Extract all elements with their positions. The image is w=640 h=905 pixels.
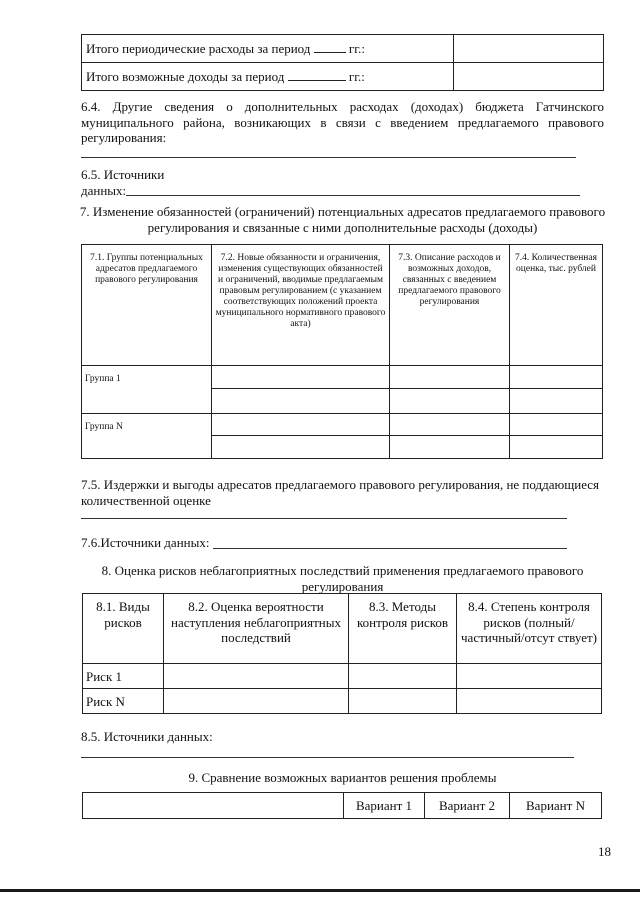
section-6-5-line2: данных: [81,182,127,198]
group-n-cell-2a[interactable] [212,414,390,436]
section-9-title: 9. Сравнение возможных вариантов решения проблемы [188,770,497,785]
section-7-6-answer-line[interactable] [213,548,567,549]
section-6-4 [81,99,604,146]
group-1-cell-3a[interactable] [390,366,510,389]
variant-1-header: Вариант 1 [344,793,425,819]
periodic-expenses-suffix: гг.: [348,41,365,56]
section-6-5 [81,167,604,198]
possible-incomes-cell [82,63,454,91]
section-7-title [70,204,615,235]
section-7-5-line2: количественной оценке [81,492,211,508]
col-7-2-header: 7.2. Новые обязанности и ограничения, изменения существующих обязанностей и ограничений, вводимые предлагаемым правовым регулированием (с указанием соответствующих положений проекта муниципального нормативного правового акта) [212,245,390,366]
risk-1-cell-2[interactable] [164,664,349,689]
group-n-label: Группа N [82,414,212,459]
risk-n-label: Риск N [83,689,164,714]
page-bottom-rule [0,889,640,892]
section-8-title-line2: регулирования [301,578,384,594]
section-8-title [90,563,595,594]
group-n-cell-3a[interactable] [390,414,510,436]
group-n-cell-4b[interactable] [510,436,603,459]
section-7-title-line2: регулирования и связанные с ними дополнительные расходы (доходы) [147,219,538,235]
periodic-expenses-label: Итого периодические расходы за период [86,41,311,56]
group-1-cell-4a[interactable] [510,366,603,389]
col-8-4-header: 8.4. Степень контроля рисков (полный/частичный/отсут ствует) [457,594,602,664]
section-6-4-line3: регулирования: [81,130,167,145]
group-1-label: Группа 1 [82,366,212,414]
periodic-expenses-value[interactable] [454,35,604,63]
group-1-cell-2b[interactable] [212,389,390,414]
section-7-6-label: 7.6.Источники данных: [81,535,210,550]
section-9-empty-cell[interactable] [83,793,344,819]
page-number: 18 [598,844,611,859]
periodic-totals-table [81,34,604,91]
section-7-table [81,244,603,459]
section-6-4-line1: 6.4. Другие сведения о дополнительных расходах (доходах) бюджета Гатчинского [81,99,604,114]
group-1-cell-3b[interactable] [390,389,510,414]
periodic-expenses-cell [82,35,454,63]
group-1-cell-2a[interactable] [212,366,390,389]
section-9-table [82,792,602,819]
col-8-3-header: 8.3. Методы контроля рисков [349,594,457,664]
risk-1-cell-4[interactable] [457,664,602,689]
risk-n-cell-2[interactable] [164,689,349,714]
col-7-3-header: 7.3. Описание расходов и возможных доходов, связанных с введением предлагаемого правового регулирования [390,245,510,366]
risk-n-cell-3[interactable] [349,689,457,714]
risk-1-label: Риск 1 [83,664,164,689]
col-8-2-header: 8.2. Оценка вероятности наступления неблагоприятных последствий [164,594,349,664]
section-8-5-answer-line[interactable] [81,757,574,758]
section-8-5-label: 8.5. Источники данных: [81,729,213,744]
possible-incomes-value[interactable] [454,63,604,91]
group-1-cell-4b[interactable] [510,389,603,414]
section-8-title-line1: 8. Оценка рисков неблагоприятных последствий применения предлагаемого правового [101,563,584,578]
group-n-cell-2b[interactable] [212,436,390,459]
section-6-5-answer-line[interactable] [126,195,580,196]
group-n-cell-4a[interactable] [510,414,603,436]
section-7-5 [81,477,611,508]
variant-n-header: Вариант N [510,793,602,819]
group-n-cell-3b[interactable] [390,436,510,459]
section-6-4-line2: муниципального района, возникающих в связи с введением предлагаемого правового [81,114,604,130]
col-7-1-header: 7.1. Группы потенциальных адресатов предлагаемого правового регулирования [82,245,212,366]
variant-2-header: Вариант 2 [425,793,510,819]
col-8-1-header: 8.1. Виды рисков [83,594,164,664]
section-6-4-answer-line[interactable] [81,157,576,158]
risk-1-cell-3[interactable] [349,664,457,689]
section-8-table [82,593,602,714]
section-7-5-line1: 7.5. Издержки и выгоды адресатов предлагаемого правового регулирования, не поддающиеся [81,477,600,492]
section-7-5-answer-line[interactable] [81,518,567,519]
possible-incomes-suffix: гг.: [348,69,365,84]
possible-incomes-label: Итого возможные доходы за период [86,69,285,84]
section-6-5-line1: 6.5. Источники [81,167,165,182]
col-7-4-header: 7.4. Количественная оценка, тыс. рублей [510,245,603,366]
section-7-title-line1: 7. Изменение обязанностей (ограничений) потенциальных адресатов предлагаемого правового [79,204,606,219]
risk-n-cell-4[interactable] [457,689,602,714]
